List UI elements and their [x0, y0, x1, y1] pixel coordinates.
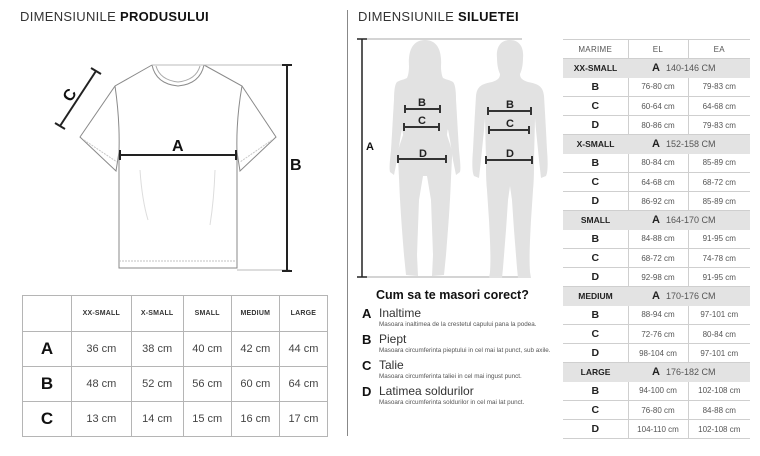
table-row: [563, 268, 750, 287]
measure-letter: D: [362, 384, 372, 399]
table-cell: 16 cm: [231, 402, 279, 437]
table-row: [563, 344, 750, 363]
table-cell: 14 cm: [131, 402, 183, 437]
table-row: [23, 367, 328, 402]
header-cell: EA: [688, 40, 750, 59]
el-value: 76-80 cm: [628, 401, 688, 420]
table-cell: 48 cm: [72, 367, 132, 402]
title-prefix: DIMENSIUNILE: [20, 9, 117, 24]
header-cell: LARGE: [279, 296, 327, 332]
height-letter: A: [652, 62, 660, 75]
table-header-row: [563, 40, 750, 59]
measure-desc: Masoara circumferinta taliei in cel mai ingust punct.: [379, 373, 522, 380]
size-name: MEDIUM: [563, 287, 628, 306]
ea-value: 79-83 cm: [688, 78, 750, 97]
table-cell: 56 cm: [183, 367, 231, 402]
ea-value: 97-101 cm: [688, 344, 750, 363]
table-row: [23, 332, 328, 367]
table-row: [563, 420, 750, 439]
height-range: [628, 363, 750, 382]
measure-desc: Masoara inaltimea de la crestetul capului pana la podea.: [379, 321, 537, 328]
label-c: C: [60, 85, 81, 105]
measure-item-hips: [362, 384, 562, 407]
row-label: B: [563, 306, 628, 325]
table-row: [563, 325, 750, 344]
el-value: 86-92 cm: [628, 192, 688, 211]
header-cell: EL: [628, 40, 688, 59]
tshirt-diagram: [0, 0, 340, 290]
size-name: XX-SMALL: [563, 59, 628, 78]
table-row: [563, 249, 750, 268]
size-group-row: [563, 211, 750, 230]
el-value: 84-88 cm: [628, 230, 688, 249]
label-b: B: [290, 157, 302, 174]
table-cell: 36 cm: [72, 332, 132, 367]
height-letter: A: [652, 138, 660, 151]
height-range: [628, 211, 750, 230]
table-row: [563, 116, 750, 135]
el-value: 60-64 cm: [628, 97, 688, 116]
title-bold: PRODUSULUI: [119, 9, 209, 24]
table-header-row: [23, 296, 328, 332]
silhouette-diagram: [340, 0, 560, 290]
female-label-c: C: [418, 115, 426, 127]
el-value: 104-110 cm: [628, 420, 688, 439]
label-height-a: A: [366, 141, 374, 153]
male-label-b: B: [506, 99, 514, 111]
table-cell: 52 cm: [131, 367, 183, 402]
how-to-measure-title: Cum sa te masori corect?: [376, 288, 529, 302]
height-range: [628, 59, 750, 78]
table-row: [563, 306, 750, 325]
size-name: X-SMALL: [563, 135, 628, 154]
label-a: A: [172, 138, 184, 155]
ea-value: 102-108 cm: [688, 420, 750, 439]
table-row: [23, 402, 328, 437]
ea-value: 91-95 cm: [688, 268, 750, 287]
row-label: C: [563, 249, 628, 268]
el-value: 68-72 cm: [628, 249, 688, 268]
measure-name: Piept: [379, 332, 407, 346]
row-label: A: [23, 332, 72, 367]
height-letter: A: [652, 290, 660, 303]
row-label: D: [563, 420, 628, 439]
ea-value: 91-95 cm: [688, 230, 750, 249]
height-range: [628, 287, 750, 306]
table-row: [563, 78, 750, 97]
header-cell: XX-SMALL: [72, 296, 132, 332]
measure-name: Talie: [379, 358, 404, 372]
ea-value: 74-78 cm: [688, 249, 750, 268]
row-label: B: [563, 154, 628, 173]
header-cell: X-SMALL: [131, 296, 183, 332]
el-value: 76-80 cm: [628, 78, 688, 97]
row-label: D: [563, 268, 628, 287]
header-cell: SMALL: [183, 296, 231, 332]
height-value: 170-176 CM: [665, 291, 716, 302]
height-letter: A: [652, 214, 660, 227]
row-label: B: [563, 382, 628, 401]
table-row: [563, 401, 750, 420]
el-value: 98-104 cm: [628, 344, 688, 363]
female-label-d: D: [419, 148, 427, 160]
table-cell: 60 cm: [231, 367, 279, 402]
height-value: 152-158 CM: [665, 139, 716, 150]
row-label: C: [23, 402, 72, 437]
table-row: [563, 173, 750, 192]
ea-value: 64-68 cm: [688, 97, 750, 116]
size-group-row: [563, 59, 750, 78]
ea-value: 68-72 cm: [688, 173, 750, 192]
measure-name: Inaltime: [379, 306, 422, 320]
el-value: 64-68 cm: [628, 173, 688, 192]
measure-name: Latimea soldurilor: [379, 384, 474, 398]
row-label: C: [563, 173, 628, 192]
body-size-table: [563, 39, 750, 439]
table-cell: 15 cm: [183, 402, 231, 437]
table-row: [563, 230, 750, 249]
table-cell: 38 cm: [131, 332, 183, 367]
male-label-d: D: [506, 148, 514, 160]
el-value: 72-76 cm: [628, 325, 688, 344]
el-value: 80-84 cm: [628, 154, 688, 173]
table-row: [563, 154, 750, 173]
title-bold: SILUETEI: [457, 9, 519, 24]
table-cell: 40 cm: [183, 332, 231, 367]
measure-letter: B: [362, 332, 372, 347]
measure-letter: C: [362, 358, 372, 373]
height-value: 164-170 CM: [665, 215, 716, 226]
table-cell: 17 cm: [279, 402, 327, 437]
row-label: D: [563, 344, 628, 363]
table-cell: 13 cm: [72, 402, 132, 437]
measure-desc: Masoara circumferinta soldurilor in cel mai lat punct.: [379, 399, 525, 406]
size-name: SMALL: [563, 211, 628, 230]
el-value: 80-86 cm: [628, 116, 688, 135]
height-letter: A: [652, 366, 660, 379]
ea-value: 102-108 cm: [688, 382, 750, 401]
ea-value: 97-101 cm: [688, 306, 750, 325]
row-label: C: [563, 97, 628, 116]
table-cell: 42 cm: [231, 332, 279, 367]
female-label-b: B: [418, 97, 426, 109]
table-cell: 64 cm: [279, 367, 327, 402]
measure-letter: A: [362, 306, 372, 321]
title-prefix: DIMENSIUNILE: [358, 9, 455, 24]
ea-value: 85-89 cm: [688, 154, 750, 173]
table-row: [563, 382, 750, 401]
el-value: 94-100 cm: [628, 382, 688, 401]
header-cell: [23, 296, 72, 332]
row-label: C: [563, 325, 628, 344]
height-value: 140-146 CM: [665, 63, 716, 74]
male-label-c: C: [506, 118, 514, 130]
ea-value: 84-88 cm: [688, 401, 750, 420]
row-label: B: [563, 230, 628, 249]
row-label: B: [563, 78, 628, 97]
measure-item-chest: [362, 332, 562, 355]
table-row: [563, 97, 750, 116]
height-range: [628, 135, 750, 154]
measure-desc: Masoara circumferinta pieptului in cel mai lat punct, sub axile.: [379, 347, 551, 354]
table-cell: 44 cm: [279, 332, 327, 367]
ea-value: 85-89 cm: [688, 192, 750, 211]
size-name: LARGE: [563, 363, 628, 382]
row-label: B: [23, 367, 72, 402]
el-value: 92-98 cm: [628, 268, 688, 287]
header-cell: MARIME: [563, 40, 628, 59]
product-size-table: [22, 295, 328, 437]
size-group-row: [563, 135, 750, 154]
size-group-row: [563, 287, 750, 306]
header-cell: MEDIUM: [231, 296, 279, 332]
measure-item-height: [362, 306, 562, 329]
el-value: 88-94 cm: [628, 306, 688, 325]
ea-value: 80-84 cm: [688, 325, 750, 344]
row-label: C: [563, 401, 628, 420]
row-label: D: [563, 116, 628, 135]
size-group-row: [563, 363, 750, 382]
row-label: D: [563, 192, 628, 211]
measure-item-waist: [362, 358, 562, 381]
height-value: 176-182 CM: [665, 367, 716, 378]
ea-value: 79-83 cm: [688, 116, 750, 135]
table-row: [563, 192, 750, 211]
how-to-measure: [362, 288, 562, 410]
